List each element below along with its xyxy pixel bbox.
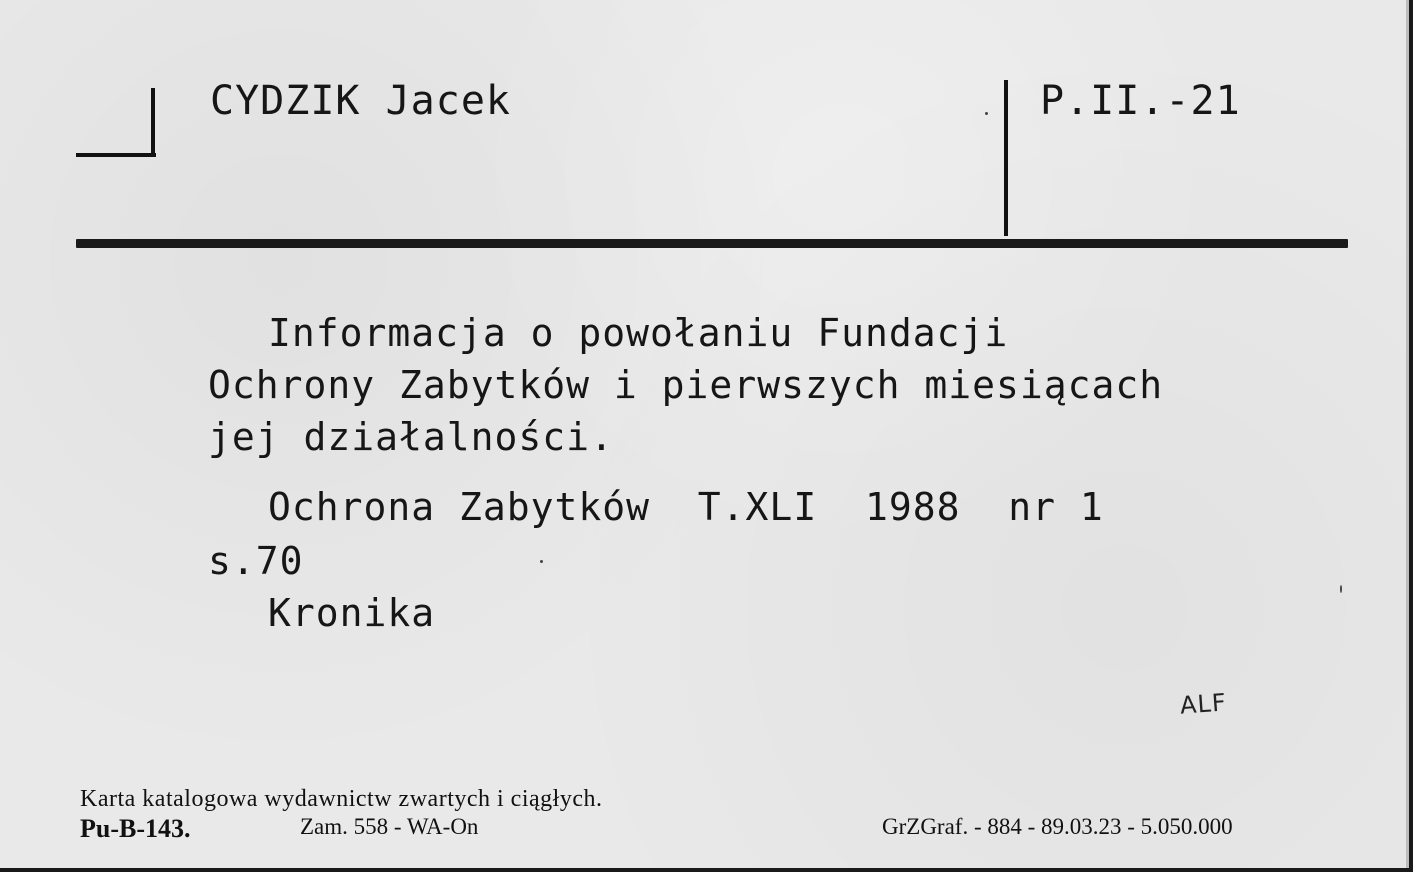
- title-line-2: Ochrony Zabytków i pierwszych miesiącach: [208, 363, 1164, 407]
- shelf-mark: P.II.-21: [1040, 78, 1241, 124]
- page-line: s.70: [208, 539, 304, 583]
- footer-form-code: Pu-B-143.: [80, 814, 191, 843]
- header-divider: [1004, 80, 1008, 236]
- footer-description: Karta katalogowa wydawnictw zwartych i ciągłych.: [80, 786, 603, 812]
- title-line-1: Informacja o powołaniu Fundacji: [268, 311, 1009, 355]
- dust-speck: [985, 112, 988, 115]
- author-name: CYDZIK Jacek: [210, 78, 511, 124]
- footer-order-number: Zam. 558 - WA-On: [300, 814, 479, 839]
- footer-printer-info: GrZGraf. - 884 - 89.03.23 - 5.050.000: [882, 814, 1233, 839]
- dust-speck: [540, 560, 543, 563]
- dust-speck: [1340, 585, 1342, 593]
- corner-mark-horizontal: [76, 153, 156, 157]
- handwritten-initials: ALF: [1179, 688, 1228, 720]
- corner-mark-vertical: [151, 88, 155, 156]
- header-rule: [76, 239, 1348, 248]
- title-line-3: jej działalności.: [208, 415, 614, 459]
- source-line: Ochrona Zabytków T.XLI 1988 nr 1: [268, 485, 1104, 529]
- section-line: Kronika: [268, 591, 436, 635]
